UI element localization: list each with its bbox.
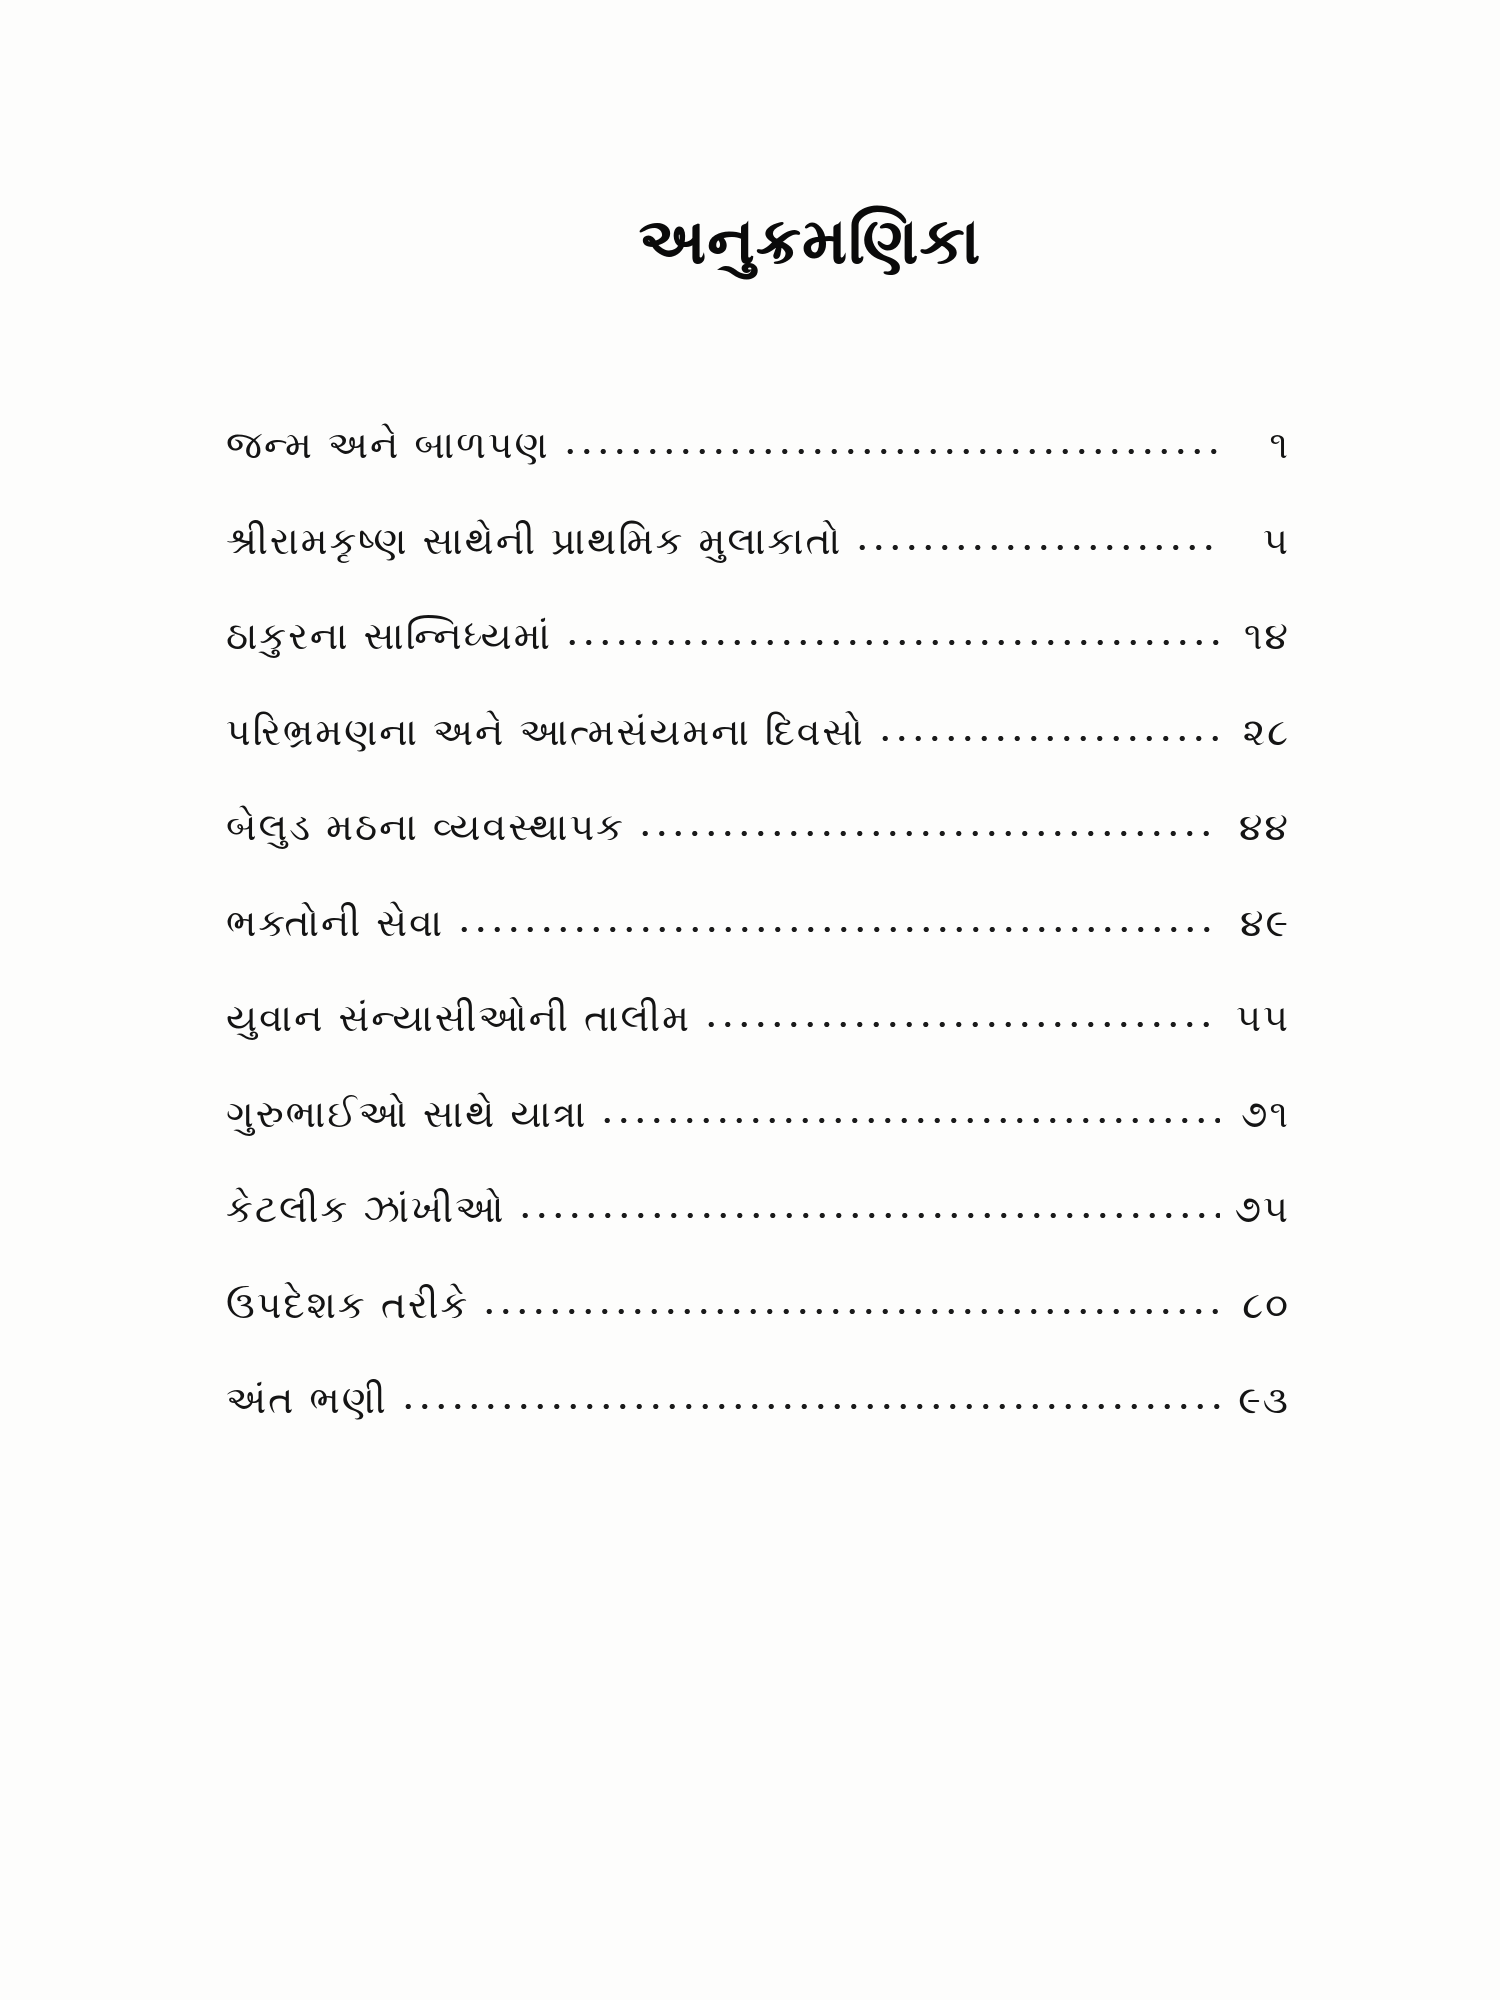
dot-leader — [481, 1278, 1220, 1318]
toc-entry-title: જન્મ અને બાળપણ — [226, 423, 550, 467]
toc-entry — [226, 609, 1290, 705]
toc-entry-title: ઠાકુરના સાન્નિધ્યમાં — [226, 614, 552, 658]
toc-entry — [226, 991, 1290, 1087]
toc-page-number: ૫ — [1263, 518, 1290, 563]
dot-leader — [400, 1373, 1220, 1413]
toc-page-number: ૧ — [1269, 423, 1290, 467]
dot-leader — [564, 609, 1220, 649]
toc-entry-title: અંત ભણી — [226, 1378, 388, 1422]
toc-entry-title: શ્રીરામકૃષ્ણ સાથેની પ્રાથમિક મુલાકાતો — [226, 518, 843, 563]
toc-page-number: ૭૫ — [1234, 1187, 1290, 1231]
toc-entry-title: ગુરુભાઈઓ સાથે યાત્રા — [226, 1091, 588, 1136]
toc-page-number: ૨૮ — [1242, 709, 1290, 754]
toc-page-number: ૪૯ — [1239, 900, 1290, 945]
dot-leader — [877, 705, 1220, 745]
dot-leader — [562, 418, 1220, 458]
toc-entry — [226, 1373, 1290, 1469]
toc-entry-title: ભક્તોની સેવા — [226, 900, 445, 945]
toc-entry-title: પરિભ્રમણના અને આત્મસંયમના દિવસો — [226, 709, 865, 754]
toc-entry-title: યુવાન સંન્યાસીઓની તાલીમ — [226, 996, 691, 1040]
toc-entry-title: બેલુડ મઠના વ્યવસ્થાપક — [226, 805, 625, 849]
toc-page-number: ૮૦ — [1242, 1282, 1290, 1327]
toc-page-number: ૭૧ — [1240, 1091, 1290, 1136]
toc-page-number: ૪૪ — [1238, 805, 1290, 849]
toc-entry — [226, 1182, 1290, 1278]
toc-page-number: ૧૪ — [1243, 614, 1290, 658]
dot-leader — [517, 1182, 1220, 1222]
toc-entry — [226, 1087, 1290, 1183]
table-of-contents — [226, 418, 1290, 1469]
toc-entry — [226, 800, 1290, 896]
dot-leader — [599, 1087, 1220, 1127]
toc-page-number: ૯૩ — [1238, 1378, 1290, 1422]
toc-entry — [226, 705, 1290, 801]
dot-leader — [703, 991, 1220, 1031]
toc-entry — [226, 1278, 1290, 1374]
toc-page-number: ૫૫ — [1236, 996, 1290, 1040]
dot-leader — [456, 896, 1220, 936]
toc-entry — [226, 896, 1290, 992]
toc-entry — [226, 514, 1290, 610]
page-title: અનુક્રમણિકા — [638, 205, 982, 279]
toc-entry-title: કેટલીક ઝાંખીઓ — [226, 1187, 506, 1231]
toc-entry-title: ઉપદેશક તરીકે — [226, 1282, 470, 1327]
toc-entry — [226, 418, 1290, 514]
dot-leader — [637, 800, 1220, 840]
dot-leader — [854, 514, 1220, 554]
